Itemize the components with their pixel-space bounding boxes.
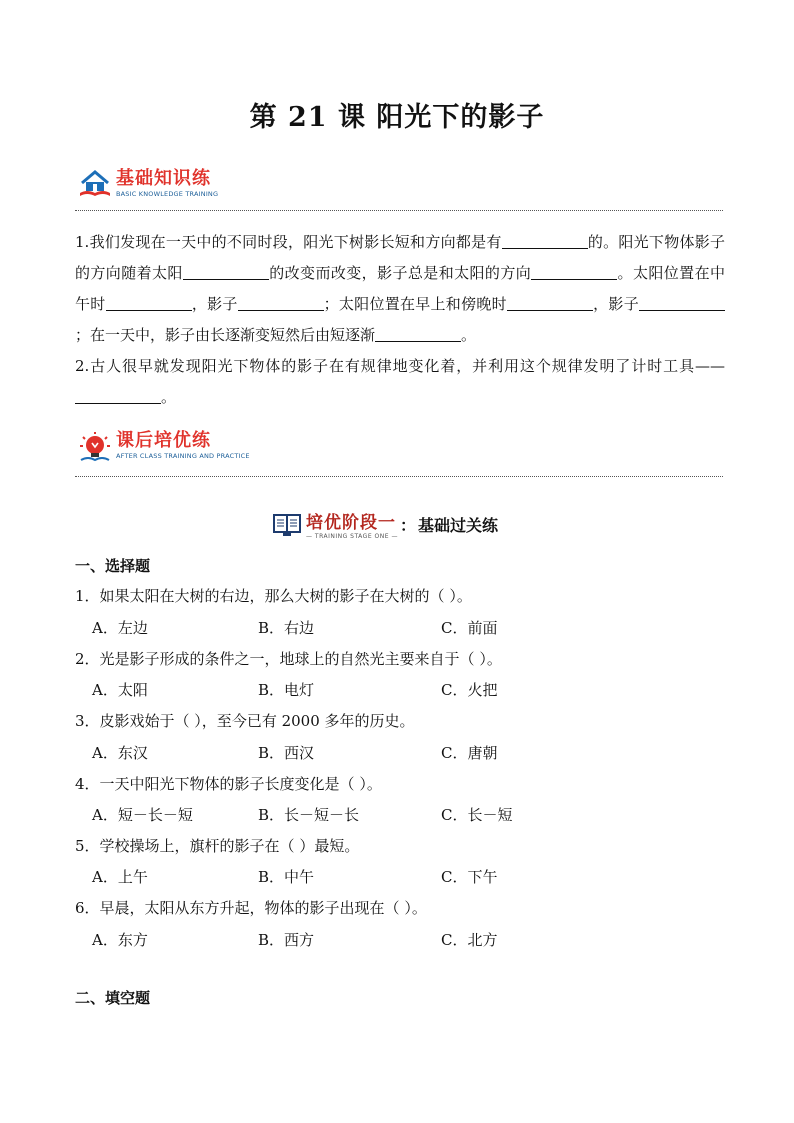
answer-blank[interactable]	[502, 247, 588, 249]
fill-question-2: 2.古人很早就发现阳光下物体的影子在有规律地变化着，并利用这个规律发明了计时工具——。	[75, 357, 725, 406]
fill-question-1: 1.我们发现在一天中的不同时段，阳光下树影长短和方向都是有 的。阳光下物体影子的方向随着太阳 的改变而改变，影子总是和太阳的方向 。太阳位置在中午时 ，影子 ；太阳位置在早上和傍晚时 ，影子；在一天中，影子由长逐渐变短然后由短逐渐 。	[75, 233, 725, 344]
answer-blank[interactable]	[375, 340, 461, 342]
stage-subtitle: — TRAINING STAGE ONE —	[306, 533, 398, 540]
question-5: 5．学校操场上，旗杆的影子在（ ）最短。	[75, 837, 360, 855]
section-heading: 一、选择题	[75, 557, 151, 575]
answer-blank[interactable]	[75, 402, 161, 404]
question-3: 3．皮影戏始于（ ），至今已有 2000 多年的历史。	[75, 712, 415, 730]
option-c[interactable]: C．火把	[441, 681, 498, 699]
option-a[interactable]: A．左边	[92, 619, 148, 637]
open-book-icon	[272, 511, 302, 537]
option-b[interactable]: B．西方	[258, 931, 315, 949]
option-b[interactable]: B．电灯	[258, 681, 315, 699]
banner-subtitle: BASIC KNOWLEDGE TRAINING	[116, 190, 219, 198]
basic-knowledge-banner	[78, 169, 218, 198]
banner-subtitle: AFTER CLASS TRAINING AND PRACTICE	[116, 452, 250, 460]
option-a[interactable]: A．东汉	[92, 744, 148, 762]
after-class-banner	[78, 431, 250, 463]
stage-heading	[272, 508, 498, 540]
stage-colon: ：	[399, 515, 416, 535]
question-2: 2．光是影子形成的条件之一，地球上的自然光主要来自于（ ）。	[75, 650, 502, 668]
question-1: 1．如果太阳在大树的右边，那么大树的影子在大树的（ ）。	[75, 587, 472, 605]
option-c[interactable]: C．唐朝	[441, 744, 498, 762]
banner-title: 基础知识练	[116, 168, 211, 189]
divider	[75, 210, 723, 211]
banner-title: 课后培优练	[116, 430, 211, 451]
section-heading: 二、填空题	[75, 989, 151, 1007]
house-book-icon	[78, 169, 112, 197]
option-b[interactable]: B．长－短－长	[258, 806, 360, 824]
page-title: 第 21 课 阳光下的影子	[249, 102, 545, 133]
stage-title: 培优阶段一	[306, 513, 396, 533]
question-4: 4．一天中阳光下物体的影子长度变化是（ ）。	[75, 775, 382, 793]
option-a[interactable]: A．太阳	[92, 681, 148, 699]
option-a[interactable]: A．上午	[92, 868, 148, 886]
option-b[interactable]: B．中午	[258, 868, 315, 886]
option-a[interactable]: A．东方	[92, 931, 148, 949]
stage-name: 基础过关练	[417, 515, 498, 535]
answer-blank[interactable]	[531, 278, 617, 280]
option-c[interactable]: C．下午	[441, 868, 498, 886]
option-c[interactable]: C．前面	[441, 619, 498, 637]
question-6: 6．早晨，太阳从东方升起，物体的影子出现在（ ）。	[75, 899, 427, 917]
answer-blank[interactable]	[106, 309, 192, 311]
answer-blank[interactable]	[238, 309, 324, 311]
option-c[interactable]: C．长－短	[441, 806, 513, 824]
option-b[interactable]: B．右边	[258, 619, 315, 637]
option-b[interactable]: B．西汉	[258, 744, 315, 762]
divider	[75, 476, 723, 477]
option-a[interactable]: A．短－长－短	[92, 806, 193, 824]
lightbulb-icon	[78, 431, 112, 463]
answer-blank[interactable]	[183, 278, 269, 280]
answer-blank[interactable]	[639, 309, 725, 311]
answer-blank[interactable]	[507, 309, 593, 311]
option-c[interactable]: C．北方	[441, 931, 498, 949]
